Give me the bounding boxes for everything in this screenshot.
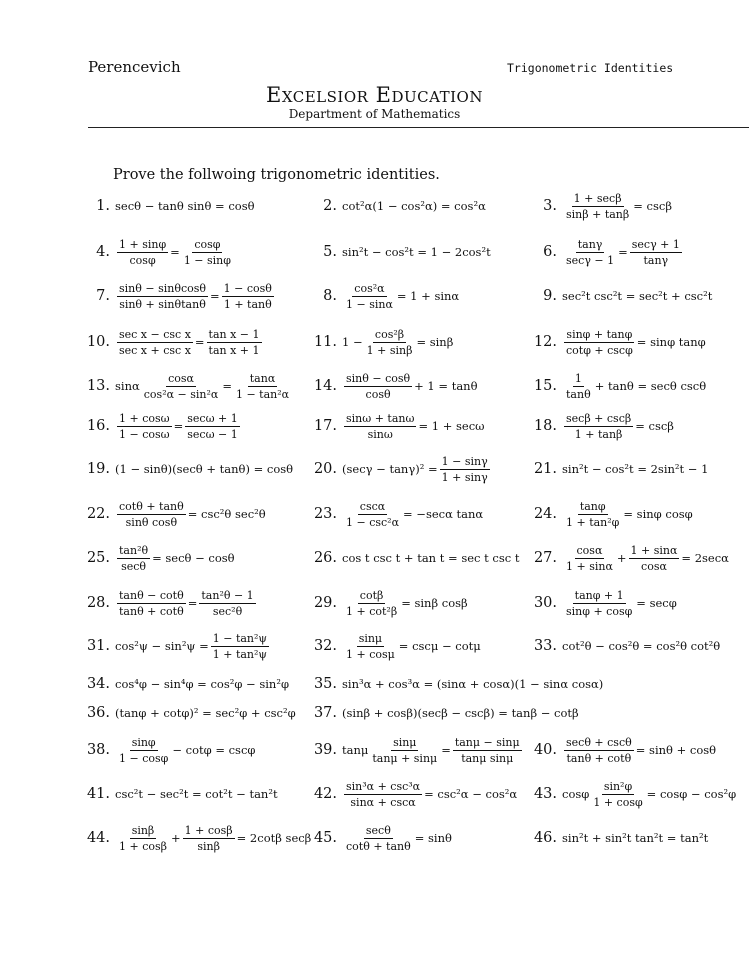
numerator: cos²β [374,327,405,341]
problem-item [313,278,459,314]
fraction [222,282,274,311]
numerator: cotθ + tanθ [119,499,184,513]
problem-number: 13. [86,378,110,394]
problem-item [313,776,517,812]
problem-number: 41. [86,786,110,802]
problem-item [313,628,481,664]
fraction [183,824,235,853]
denominator: 1 + cot²β [346,604,398,618]
numerator: cotβ [359,588,384,602]
numerator: secγ + 1 [631,237,680,251]
identity-equation: $\frac{\cot\theta + \tan\theta}{\text{sinθ cosθ}}$ = csc²θ sec²θ [119,499,266,529]
identity-equation: $\frac{\text{cos²α}}{1 - \sin\alpha}$ = 1 + sinα [346,281,460,311]
problem-item [313,732,524,768]
identity-equation: tanγ secγ − 1 = secγ + 1 tanγ [566,237,680,267]
numerator: 1 [574,371,582,385]
numerator: cosα [168,371,194,385]
numerator: 1 + sinα [630,543,678,557]
fraction [564,372,593,401]
denominator: cosθ [365,387,391,401]
denominator: cotφ + cscφ [566,343,633,357]
identity-equation: 1 − $\frac{\text{cos²β}}{1 + \sin\beta}$ = sinβ [342,327,454,357]
problem-number: 11. [313,334,337,350]
numerator: secθ + cscθ [566,735,632,749]
problem-item [533,628,720,664]
denominator: sinφ + cosφ [566,604,633,618]
fraction [344,824,413,853]
denominator: 1 − cosφ [119,751,169,765]
denominator: tanθ + cotθ [119,604,184,618]
numerator: 1 + cosβ [184,823,233,837]
identity-equation: (secγ − tanγ)² = $\frac{1 - \sin\gamma}{1 + \sin\gamma}$ [342,454,488,484]
problem-number: 34. [86,676,110,692]
fraction [564,328,635,357]
denominator: 1 + sinα [566,559,613,573]
numerator: sinμ [358,631,383,645]
denominator: 1 + tan²φ [566,515,620,529]
identity-equation: cos²ψ − sin²ψ = $\frac{\text{1 − tan²ψ}}{\text{1 + tan²ψ}}$ [115,631,268,661]
fraction [453,736,522,765]
fraction [185,412,240,441]
problem-number: 30. [533,595,557,611]
identity-equation: $\frac{\cos\alpha}{1 + \sin\alpha}$ + $\frac{1 + \sin\alpha}{\cos\alpha}$ = 2secα [566,543,729,573]
header-divider [88,127,749,128]
identity-equation: secθ cotθ + tanθ = sinθ [346,823,452,853]
problem-number: 12. [533,334,557,350]
problem-item [533,278,712,314]
numerator: tan x − 1 [208,327,260,341]
problem-item [313,324,453,360]
fraction [564,500,621,529]
problem-item [313,820,452,856]
problem-number: 27. [533,550,557,566]
problem-number: 45. [313,830,337,846]
problem-item [313,408,485,444]
identity-equation: $\frac{\sin\theta - \cos\theta}{\cos\theta}$ + 1 = tanθ [346,371,478,401]
problem-item [86,776,278,812]
problem-number: 4. [96,244,110,260]
denominator: 1 − tan²α [235,387,290,401]
numerator: 1 − tan²ψ [212,631,268,645]
identity-equation: sin³α + csc³α sinα + cscα = csc²α − cos²α [346,779,518,809]
problem-item [86,451,293,487]
problem-number: 28. [86,595,110,611]
numerator: tanφ + 1 [574,588,624,602]
denominator: sinβ + tanβ [566,207,630,221]
problem-item [313,540,519,576]
numerator: sinφ + tanφ [566,327,633,341]
identity-equation: tanμ $\frac{\sin\mu}{\tan\mu + \sin\mu}$ = $\frac{\tan\mu - \sin\mu}{\text{tanμ sinμ}}$ [342,735,520,765]
fraction [211,632,269,661]
problem-number: 29. [313,595,337,611]
fraction [117,500,186,529]
numerator: cosφ [194,237,221,251]
problem-item [86,540,235,576]
problem-item [86,820,311,856]
problem-item [533,451,708,487]
numerator: sin³α + csc³α [346,779,421,793]
numerator: tanμ − sinμ [454,735,520,749]
fraction [440,455,490,484]
numerator: 1 + sinφ [119,237,167,251]
identity-equation: tan²θ secθ = secθ − cosθ [119,543,235,573]
fraction [117,238,168,267]
denominator: tanθ + cotθ [566,751,632,765]
denominator: 1 − cosω [119,427,170,441]
identity-equation: cot²θ − cos²θ = cos²θ cot²θ [562,639,721,653]
fraction [591,780,644,809]
fraction [564,238,616,267]
problem-number: 7. [96,288,110,304]
numerator: tanφ [579,499,606,513]
numerator: sinβ [131,823,155,837]
denominator: 1 − sinφ [183,253,231,267]
identity-equation: $\frac{\sin\theta - \sin\theta\cos\theta}{\sin\theta + \sin\theta\tan\theta}$ = $\frac{1 - \cos\theta}{1 + \tan\theta}$ [119,281,272,311]
denominator: sinθ + sinθtanθ [119,297,206,311]
denominator: sinβ [197,839,220,853]
denominator: 1 + cosμ [346,647,395,661]
identity-equation: csc²t − sec²t = cot²t − tan²t [115,787,278,801]
problem-number: 25. [86,550,110,566]
problem-item [313,695,579,731]
fraction [344,632,397,661]
problem-item [86,732,255,768]
denominator: tan x + 1 [208,343,260,357]
identity-equation: $\frac{\cot\beta}{\text{1 + cot²β}}$ = sinβ cosβ [346,588,468,618]
problem-item [313,585,468,621]
problem-number: 15. [533,378,557,394]
problem-item [86,408,242,444]
identity-equation: $\frac{\sin\omega + \tan\omega}{\sin\omega}$ = 1 + secω [346,411,485,441]
problem-number: 20. [313,461,337,477]
numerator: cos²α [354,281,385,295]
problem-item [86,695,296,731]
problem-item [313,188,486,224]
numerator: secω + 1 [187,411,238,425]
denominator: 1 + cosφ [593,795,643,809]
problem-item [533,234,684,270]
fraction [564,412,633,441]
identity-equation: secθ − tanθ sinθ = cosθ [115,199,255,213]
denominator: sinα + cscα [350,795,416,809]
problem-number: 46. [533,830,557,846]
numerator: cosα [576,543,603,557]
fraction [117,589,186,618]
identity-equation: secβ + cscβ 1 + tanβ = cscβ [566,411,674,441]
problem-item [533,324,706,360]
problem-number: 17. [313,418,337,434]
identity-equation: (1 − sinθ)(secθ + tanθ) = cosθ [115,462,294,476]
identity-equation: $\frac{1}{\tan\theta}$ + tanθ = secθ cscθ [566,371,707,401]
denominator: tanμ sinμ [461,751,514,765]
fraction [344,500,401,529]
problem-number: 38. [86,742,110,758]
problem-number: 32. [313,638,337,654]
numerator: 1 + cosω [119,411,170,425]
denominator: 1 + tan²ψ [212,647,268,661]
identity-equation: cos⁴φ − sin⁴φ = cos²φ − sin²φ [115,677,289,691]
identity-equation: sin²t − cos²t = 2sin²t − 1 [562,462,709,476]
problem-number: 19. [86,461,110,477]
denominator: 1 + cosβ [119,839,167,853]
problem-number: 44. [86,830,110,846]
numerator: sinθ − sinθcosθ [119,281,207,295]
numerator: tanθ − cotθ [119,588,184,602]
problem-number: 40. [533,742,557,758]
fraction [117,282,208,311]
problem-number: 36. [86,705,110,721]
identity-equation: 1 + secβ sinβ + tanβ = cscβ [566,191,672,221]
problem-number: 37. [313,705,337,721]
problem-number: 21. [533,461,557,477]
numerator: secβ + cscβ [566,411,632,425]
problem-item [533,776,736,812]
identity-equation: $\frac{1 + \cos\omega}{1 - \cos\omega}$ = secω + 1 secω − 1 [119,411,238,441]
numerator: 1 + secβ [573,191,622,205]
denominator: 1 + sinγ [441,470,488,484]
fraction [564,589,634,618]
identity-equation: cot²α(1 − cos²α) = cos²α [342,199,486,213]
problem-item [86,278,276,314]
fraction [199,589,255,618]
fraction [344,589,399,618]
identity-equation: $\frac{\sin\beta}{1 + \cos\beta}$ + $\frac{1 + \cos\beta}{\sin\beta}$ = 2cotβ secβ [119,823,312,853]
organization-title: Excelsior Education [266,83,483,107]
problem-item [86,496,266,532]
fraction [370,736,439,765]
problem-number: 8. [323,288,337,304]
fraction [564,736,634,765]
problem-item [313,368,478,404]
fraction [629,544,680,573]
denominator: tanμ + sinμ [372,751,438,765]
identity-equation: $\frac{\sin\mu}{1 + \cos\mu}$ = cscμ − cotμ [346,631,481,661]
fraction [117,412,172,441]
problem-number: 2. [323,198,337,214]
problem-number: 33. [533,638,557,654]
identity-equation: sinα $\frac{\cos\alpha}{\text{cos²α − sin²α}}$ = $\frac{\tan\alpha}{\text{1 − tan²α}}$ [115,371,290,401]
numerator: tan²θ − 1 [201,588,254,602]
fraction [344,412,416,441]
problem-item [533,540,729,576]
problem-number: 39. [313,742,337,758]
numerator: sec x − csc x [119,327,191,341]
problem-item [86,628,271,664]
fraction [117,824,169,853]
problem-item [86,234,235,270]
problem-number: 10. [86,334,110,350]
problem-item [313,234,491,270]
problem-number: 18. [533,418,557,434]
problem-number: 3. [543,198,557,214]
fraction [117,328,193,357]
identity-equation: cscα 1 − csc²α = −secα tanα [346,499,484,529]
fraction [564,544,615,573]
denominator: 1 − csc²α [346,515,400,529]
identity-equation: secθ + cscθ tanθ + cotθ = sinθ + cosθ [566,735,717,765]
problem-item [533,188,672,224]
author-name: Perencevich [88,58,181,76]
denominator: tanθ [566,387,591,401]
numerator: tanγ [577,237,603,251]
numerator: sinφ [131,735,156,749]
denominator: secθ [121,559,147,573]
problem-item [533,408,674,444]
fraction [344,282,395,311]
worksheet-subject: Trigonometric Identities [507,61,674,75]
problem-item [313,451,492,487]
identity-equation: cosφ $\frac{\text{sin²φ}}{1 + \cos\varphi}$ = cosφ − cos²φ [562,779,737,809]
fraction [344,372,412,401]
fraction [365,328,415,357]
numerator: tanα [249,371,276,385]
identity-equation: $\frac{\tan\theta - \cot\theta}{\tan\theta + \cot\theta}$ = tan²θ − 1 sec²θ [119,588,254,618]
numerator: sinθ − cosθ [346,371,411,385]
denominator: cos²α − sin²α [143,387,219,401]
fraction [630,238,682,267]
denominator: sec²θ [212,604,243,618]
problem-number: 23. [313,506,337,522]
numerator: 1 − sinγ [441,454,488,468]
denominator: 1 + tanβ [574,427,623,441]
fraction [117,736,170,765]
identity-equation: (tanφ + cotφ)² = sec²φ + csc²φ [115,706,296,720]
numerator: 1 − cosθ [223,281,272,295]
problem-item [533,368,706,404]
numerator: tan²θ [119,543,149,557]
denominator: secγ − 1 [566,253,615,267]
problem-number: 43. [533,786,557,802]
identity-equation: $\frac{\tan\varphi + 1}{\sin\varphi + \cos\varphi}$ = secφ [566,588,677,618]
problem-item [533,820,708,856]
problem-item [533,732,716,768]
denominator: sinω [367,427,393,441]
problem-number: 24. [533,506,557,522]
problem-number: 35. [313,676,337,692]
problem-item [86,324,264,360]
problem-item [86,188,255,224]
fraction [117,544,150,573]
fraction [182,238,233,267]
identity-equation: $\frac{1 + \sin\varphi}{\cos\varphi}$ = $\frac{\cos\varphi}{1 - \sin\varphi}$ [119,237,231,267]
instructions: Prove the follwoing trigonometric identities. [113,167,440,183]
problem-number: 31. [86,638,110,654]
denominator: 1 + tanθ [223,297,272,311]
identity-equation: sin³α + cos³α = (sinα + cosα)(1 − sinα cosα) [342,677,604,691]
problem-number: 1. [96,198,110,214]
fraction [234,372,291,401]
identity-equation: sec x − csc x sec x + csc x = $\frac{\text{tan x − 1}}{\text{tan x + 1}}$ [119,327,260,357]
denominator: tanγ [643,253,669,267]
numerator: secθ [365,823,391,837]
problem-item [533,496,693,532]
problem-number: 42. [313,786,337,802]
identity-equation: (sinβ + cosβ)(secβ − cscβ) = tanβ − cotβ [342,706,579,720]
denominator: secω − 1 [187,427,238,441]
problem-item [86,585,258,621]
problem-number: 16. [86,418,110,434]
identity-equation: $\frac{\sin\varphi}{1 - \cos\varphi}$ − cotφ = cscφ [119,735,256,765]
identity-equation: cos t csc t + tan t = sec t csc t [342,551,520,565]
identity-equation: sin²t + sin²t tan²t = tan²t [562,831,709,845]
fraction [142,372,221,401]
problem-number: 5. [323,244,337,260]
numerator: sinω + tanω [346,411,415,425]
department-name: Department of Mathematics [288,107,461,121]
denominator: 1 − sinα [346,297,393,311]
denominator: sec x + csc x [119,343,191,357]
denominator: 1 + sinβ [366,343,413,357]
problem-item [86,368,293,404]
denominator: cosα [641,559,667,573]
problem-number: 14. [313,378,337,394]
fraction [564,192,631,221]
numerator: cscα [359,499,386,513]
denominator: sinθ cosθ [125,515,178,529]
problem-number: 22. [86,506,110,522]
denominator: cosφ [129,253,156,267]
identity-equation: sec²t csc²t = sec²t + csc²t [562,289,713,303]
denominator: cotθ + tanθ [346,839,411,853]
problem-item [533,585,677,621]
fraction [344,780,422,809]
fraction [207,328,262,357]
identity-equation: sin²t − cos²t = 1 − 2cos²t [342,245,491,259]
problem-number: 6. [543,244,557,260]
problem-item [313,496,483,532]
numerator: sin²φ [603,779,633,793]
problem-number: 26. [313,550,337,566]
identity-equation: sinφ + tanφ cotφ + cscφ = sinφ tanφ [566,327,706,357]
identity-equation: $\frac{\tan\varphi}{\text{1 + tan²φ}}$ = sinφ cosφ [566,499,693,529]
numerator: sinμ [393,735,417,749]
problem-number: 9. [543,288,557,304]
